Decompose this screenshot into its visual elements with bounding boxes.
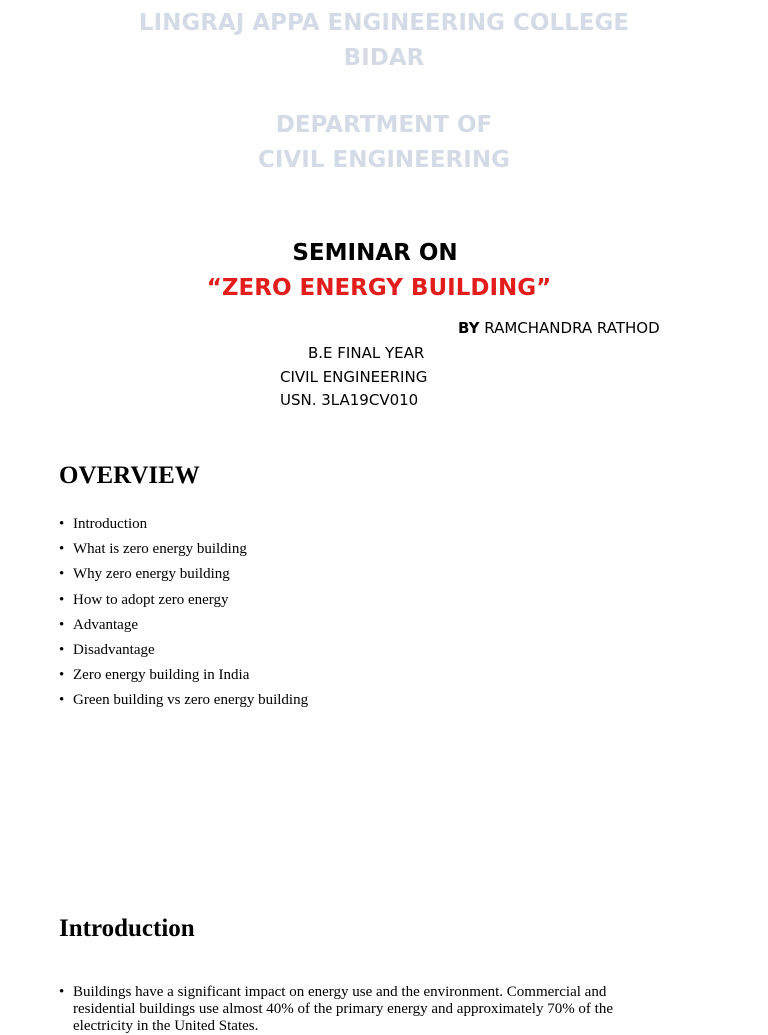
department-name bbox=[0, 108, 768, 178]
by-label: BY bbox=[458, 319, 480, 337]
bullet-icon: • bbox=[59, 516, 65, 532]
bullet-icon: • bbox=[59, 642, 65, 659]
list-item-text: Disadvantage bbox=[73, 642, 155, 659]
list-item bbox=[59, 638, 308, 663]
college-name-line: LINGRAJ APPA ENGINEERING COLLEGE bbox=[138, 10, 630, 36]
bullet-icon: • bbox=[59, 591, 65, 608]
list-item bbox=[59, 512, 308, 537]
bullet-icon: • bbox=[59, 984, 65, 1000]
introduction-paragraph bbox=[59, 984, 659, 1035]
introduction-heading: Introduction bbox=[59, 915, 195, 942]
year-text: B.E FINAL YEAR bbox=[308, 344, 425, 362]
seminar-title: “ZERO ENERGY BUILDING” bbox=[206, 275, 552, 301]
department-line-1: DEPARTMENT OF bbox=[275, 112, 493, 138]
bullet-icon: • bbox=[59, 541, 65, 558]
overview-heading: OVERVIEW bbox=[59, 462, 200, 489]
college-name bbox=[0, 6, 768, 76]
list-item-text: Why zero energy building bbox=[73, 566, 230, 583]
bullet-icon: • bbox=[59, 692, 65, 709]
branch-text: CIVIL ENGINEERING bbox=[280, 368, 428, 386]
list-item-text: What is zero energy building bbox=[73, 541, 247, 558]
overview-list bbox=[59, 512, 308, 714]
introduction-text: Buildings have a significant impact on energy use and the environment. Commercial and residential buildings use almost 40% of the primary energy and approximately 70% of the electricity in the United States. bbox=[73, 984, 614, 1034]
list-item bbox=[59, 688, 308, 713]
list-item bbox=[59, 663, 308, 688]
author-name: RAMCHANDRA RATHOD bbox=[484, 319, 660, 337]
list-item-text: Advantage bbox=[73, 616, 138, 633]
bullet-icon: • bbox=[59, 566, 65, 583]
list-item bbox=[59, 613, 308, 638]
list-item bbox=[59, 588, 308, 613]
author-line bbox=[458, 319, 660, 337]
list-item-text: How to adopt zero energy bbox=[73, 591, 229, 608]
college-city-line: BIDAR bbox=[343, 45, 425, 71]
seminar-label: SEMINAR ON bbox=[292, 240, 458, 266]
list-item bbox=[59, 537, 308, 562]
list-item-text: Green building vs zero energy building bbox=[73, 692, 309, 709]
list-item-text: Zero energy building in India bbox=[73, 667, 250, 684]
list-item bbox=[59, 562, 308, 587]
list-item-text: Introduction bbox=[73, 516, 148, 532]
bullet-icon: • bbox=[59, 667, 65, 684]
department-line-2: CIVIL ENGINEERING bbox=[258, 147, 510, 173]
usn-text: USN. 3LA19CV010 bbox=[280, 391, 419, 409]
bullet-icon: • bbox=[59, 616, 65, 633]
